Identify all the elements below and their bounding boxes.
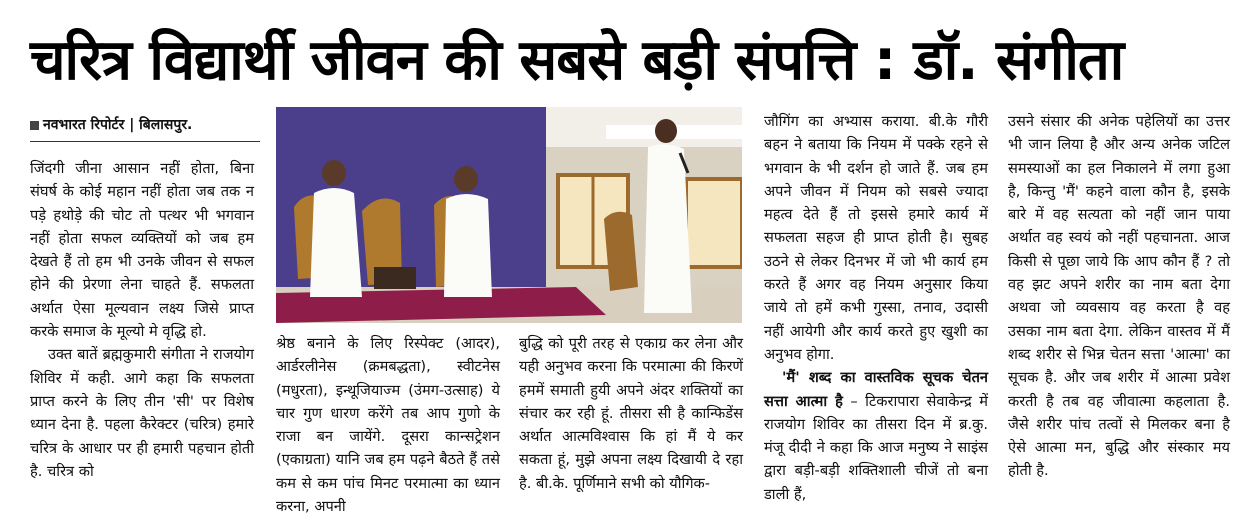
paragraph: श्रेष्ठ बनाने के लिए रिस्पेक्ट (आदर), आर्डरलीनेस (क्रमबद्धता), स्वीटनेस (मधुरता), इन्थूजियाज्म (उंमग-उत्साह) ये चार गुण धारण करेंगे तब आप गुणो के राजा बन जायेंगे. दूसरा कान्सट्रेशन (एकाग्रता) यानि जब हम पढ़ने बैठते हैं तसे कम से कम पांच मिनट परमात्मा का ध्यान करना, अपनी [276, 335, 500, 516]
byline [30, 115, 260, 142]
article-column-2 [276, 332, 500, 518]
article-column-3 [519, 332, 743, 495]
paragraph: उसने संसार की अनेक पहेलियों का उत्तर भी जान लिया है और अन्य अनेक जटिल समस्याओं का हल निकालने में लगा हुआ है, किन्तु 'मैं' कहने वाला कौन है, इसके बारे में वह सत्यता को नहीं जान पाया अर्थात वह स्वयं को नहीं पहचानता. आज किसी से पूछा जाये कि आप कौन हैं ? तो वह झट अपने शरीर का नाम बता देगा अथवा जो व्यवसाय वह करता है वह उसका नाम बता देगा. लेकिन वास्तव में मैं शब्द शरीर से भिन्न चेतन सत्ता 'आत्मा' का सूचक है. और जब शरीर में आत्मा प्रवेश करती है तब वह जीवात्मा कहलाता है. जैसे शरीर पांच तत्वों से मिलकर बना है ऐसे आत्मा मन, बुद्धि और संस्कार मय होती है. [1008, 113, 1230, 480]
byline-text: नवभारत रिपोर्टर | बिलासपुर. [43, 117, 193, 133]
paragraph: जिंदगी जीना आसान नहीं होता, बिना संघर्ष के कोई महान नहीं होता जब तक न पड़े हथोड़े की चोट तो पत्थर भी भगवान नहीं होता सफल व्यक्तियों को जब हम देखते हैं तो हम भी उनके जीवन से सफल होने की प्रेरणा लेना चाहते हैं. सफलता अर्थात ऐसा मूल्यवान लक्ष्य जिसे प्राप्त करके समाज के मूल्यो मे वृद्धि हो. [30, 160, 254, 341]
paragraph: बुद्धि को पूरी तरह से एकाग्र कर लेना और यही अनुभव करना कि परमात्मा की किरणें हममें समाती हुयी अपने अंदर शक्तियों का संचार कर रही हूं. तीसरा सी है कान्फिडेंस अर्थात आत्मविश्वास कि हां मैं ये कर सकता हूं, मुझे अपना लक्ष्य दिखायी दे रहा है. बी.के. पूर्णिमाने सभी को यौगिक- [519, 335, 743, 492]
paragraph-text: – टिकरापारा सेवाकेन्द्र में राजयोग शिविर का तीसरा दिन में ब्र.कु. मंजू दीदी ने कहा कि आज मनुष्य ने साइंस द्वारा बड़ी-बड़ी शक्तिशाली चीजें तो बना डाली हैं, [764, 392, 988, 503]
headline: चरित्र विद्यार्थी जीवन की सबसे बड़ी संपत्ति : डॉ. संगीता [30, 28, 1124, 93]
article-column-4 [764, 110, 988, 506]
bullet-square-icon [30, 121, 39, 130]
paragraph [764, 366, 988, 506]
event-photo [276, 107, 742, 323]
paragraph: उक्त बातें ब्रह्मकुमारी संगीता ने राजयोग शिविर में कही. आगे कहा कि सफलता प्राप्त करने के लिए तीन 'सी' पर विशेष ध्यान देना है. पहला कैरेक्टर (चरित्र) हमारे चरित्र के आधार पर ही हमारी पहचान होती है. चरित्र को [30, 346, 254, 480]
article-column-5 [1008, 110, 1230, 483]
subheading: 'मैं' शब्द का वास्तविक सूचक चेतन सत्ता आत्मा है [764, 369, 988, 410]
paragraph: जौगिंग का अभ्यास कराया. बी.के गौरी बहन ने बताया कि नियम में पक्के रहने से भगवान के भी दर्शन हो जाते हैं. जब हम अपने जीवन में नियम को सबसे ज्यादा महत्व देते हैं तो इससे हमारे कार्य में सफलता सहज ही प्राप्त होती है। सुबह उठने से लेकर दिनभर में जो भी कार्य हम करते हैं अगर वह नियम अनुसार किया जाये तो हमें कभी गुस्सा, तनाव, उदासी नहीं आयेगी और कार्य करते हुए खुशी का अनुभव होगा. [764, 113, 988, 363]
event-photo-image [276, 107, 742, 323]
article-column-1 [30, 157, 254, 483]
